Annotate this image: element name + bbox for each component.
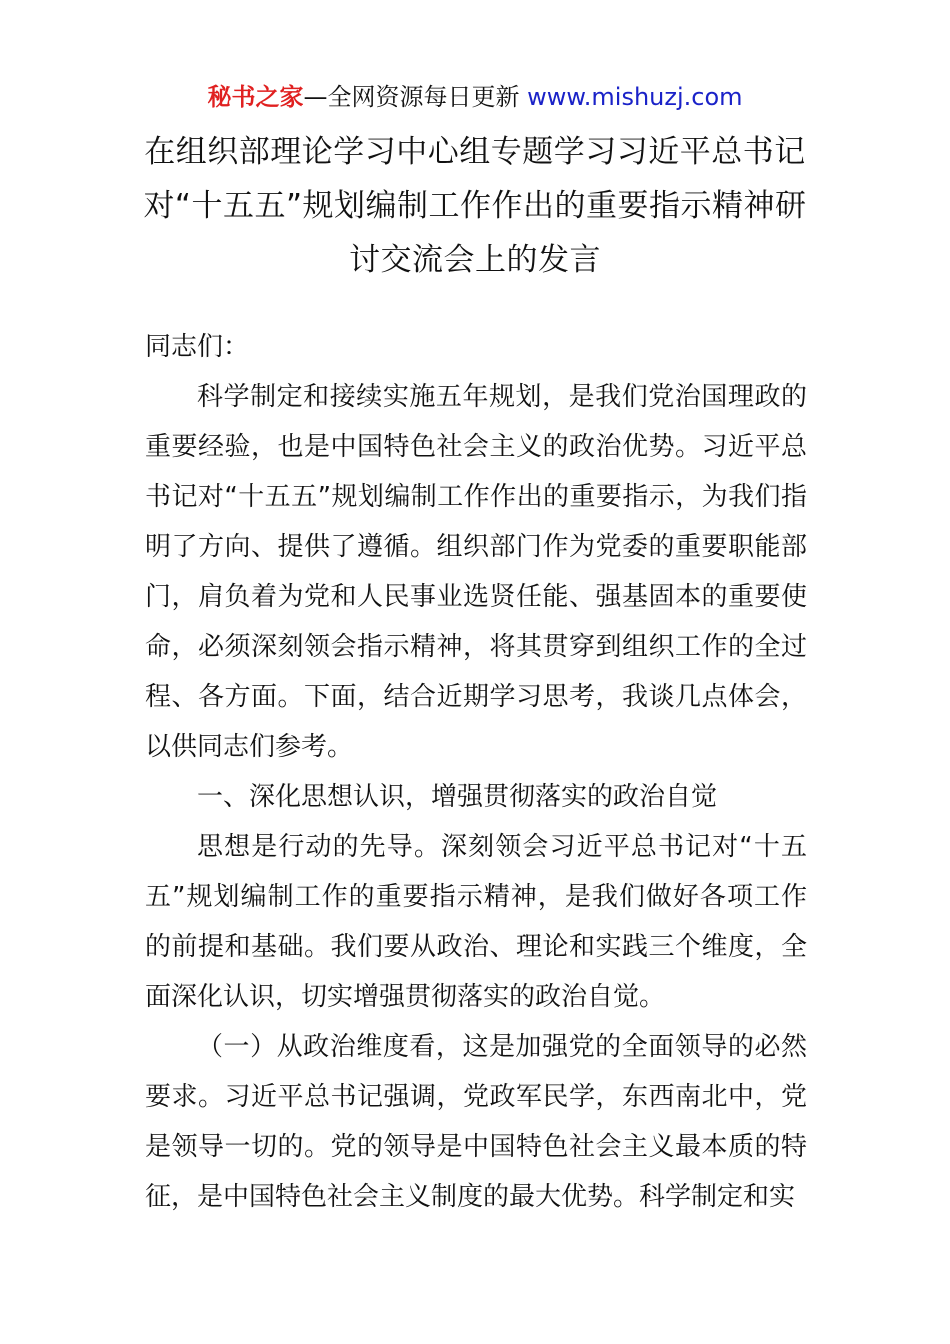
document-title: 在组织部理论学习中心组专题学习习近平总书记对“十五五”规划编制工作作出的重要指示精神研讨交流会上的发言 xyxy=(143,134,807,278)
section-heading-1: 一、深化思想认识，增强贯彻落实的政治自觉 xyxy=(197,782,718,812)
paragraph-intro: 科学制定和接续实施五年规划，是我们党治国理政的重要经验，也是中国特色社会主义的政治优势。习近平总书记对“十五五”规划编制工作作出的重要指示，为我们指明了方向、提供了遵循。组织部门作为党委的重要职能部门，肩负着为党和人民事业选贤任能、强基固本的重要使命，必须深刻领会指示精神，将其贯穿到组织工作的全过程、各方面。下面，结合近期学习思考，我谈几点体会，以供同志们参考。 xyxy=(145,382,807,762)
brand-name: 秘书之家 xyxy=(207,83,304,111)
site-url-link[interactable]: www.mishuzj.com xyxy=(527,83,743,111)
salutation: 同志们： xyxy=(145,332,250,362)
paragraph-political-dimension: （一）从政治维度看，这是加强党的全面领导的必然要求。习近平总书记强调，党政军民学，东西南北中，党是领导一切的。党的领导是中国特色社会主义最本质的特征，是中国特色社会主义制度的最大优势。科学制定和实 xyxy=(145,1032,807,1212)
document-body xyxy=(145,322,807,1222)
site-banner xyxy=(0,80,950,114)
banner-tagline: —全网资源每日更新 xyxy=(303,83,528,111)
paragraph-section-1: 思想是行动的先导。深刻领会习近平总书记对“十五五”规划编制工作的重要指示精神，是我们做好各项工作的前提和基础。我们要从政治、理论和实践三个维度，全面深化认识，切实增强贯彻落实的政治自觉。 xyxy=(145,832,807,1012)
